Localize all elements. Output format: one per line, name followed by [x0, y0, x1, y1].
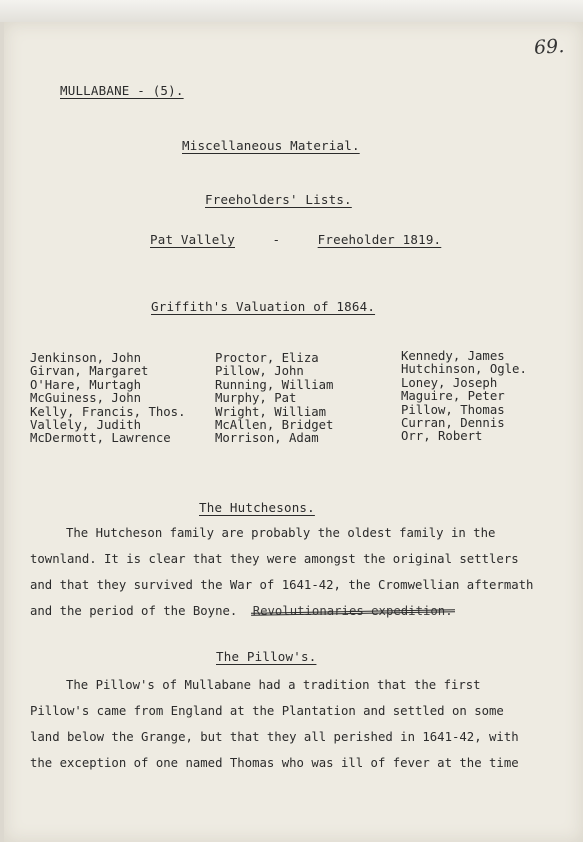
paragraph-line: land below the Grange, but that they all perished in 1641-42, with: [30, 730, 519, 744]
list-item: Kelly, Francis, Thos.: [30, 404, 186, 419]
pillow-paragraph: [30, 672, 519, 776]
struck-out-text: Revolutionaries expedition.: [253, 598, 453, 624]
list-item: Wright, William: [215, 404, 327, 419]
list-item: McGuiness, John: [30, 391, 142, 406]
list-item: Pillow, John: [215, 364, 304, 379]
list-item: Girvan, Margaret: [30, 364, 149, 379]
freeholder-line: [150, 232, 441, 247]
griffith-valuation-heading: Griffith's Valuation of 1864.: [151, 299, 376, 314]
paragraph-line: Pillow's came from England at the Plantation and settled on some: [30, 704, 504, 718]
names-column-1: [30, 352, 185, 446]
list-item: Running, William: [215, 377, 334, 392]
paragraph-line: The Hutcheson family are probably the oldest family in the: [66, 526, 496, 540]
hutcheson-heading: The Hutchesons.: [199, 500, 315, 515]
names-column-3: [401, 350, 527, 444]
list-item: Curran, Dennis: [401, 415, 505, 430]
list-item: Vallely, Judith: [30, 417, 142, 432]
paragraph-line: the exception of one named Thomas who was ill of fever at the time: [30, 756, 519, 770]
freeholder-dash: -: [272, 232, 281, 247]
paragraph-line: [30, 598, 533, 624]
list-item: Morrison, Adam: [215, 431, 319, 446]
hutcheson-paragraph: [30, 520, 533, 624]
list-item: McDermott, Lawrence: [30, 431, 171, 446]
scan-top-strip: [0, 0, 583, 22]
list-item: Kennedy, James: [401, 349, 505, 363]
list-item: Orr, Robert: [401, 429, 483, 444]
paragraph-line: The Pillow's of Mullabane had a tradition that the first: [66, 678, 481, 692]
names-column-2: [215, 352, 333, 446]
list-item: O'Hare, Murtagh: [30, 377, 142, 392]
section-title: Miscellaneous Material.: [182, 138, 360, 153]
freeholders-lists-heading: Freeholders' Lists.: [205, 192, 352, 207]
paragraph-line: and that they survived the War of 1641-42, the Cromwellian aftermath: [30, 578, 534, 592]
pillow-heading: The Pillow's.: [216, 649, 317, 664]
page-number: 69.: [533, 34, 565, 60]
list-item: Murphy, Pat: [215, 391, 297, 406]
list-item: Pillow, Thomas: [401, 402, 505, 417]
list-item: Loney, Joseph: [401, 375, 498, 390]
paragraph-line: townland. It is clear that they were amongst the original settlers: [30, 552, 519, 566]
freeholder-label: Freeholder 1819.: [317, 232, 442, 247]
list-item: Jenkinson, John: [30, 351, 142, 365]
document-header: MULLABANE - (5).: [60, 83, 184, 98]
list-item: Maguire, Peter: [401, 389, 505, 404]
list-item: Proctor, Eliza: [215, 351, 319, 365]
list-item: McAllen, Bridget: [215, 417, 334, 432]
list-item: Hutchinson, Ogle.: [401, 362, 527, 377]
freeholder-name: Pat Vallely: [150, 232, 235, 247]
paragraph-text: and the period of the Boyne.: [30, 604, 238, 618]
